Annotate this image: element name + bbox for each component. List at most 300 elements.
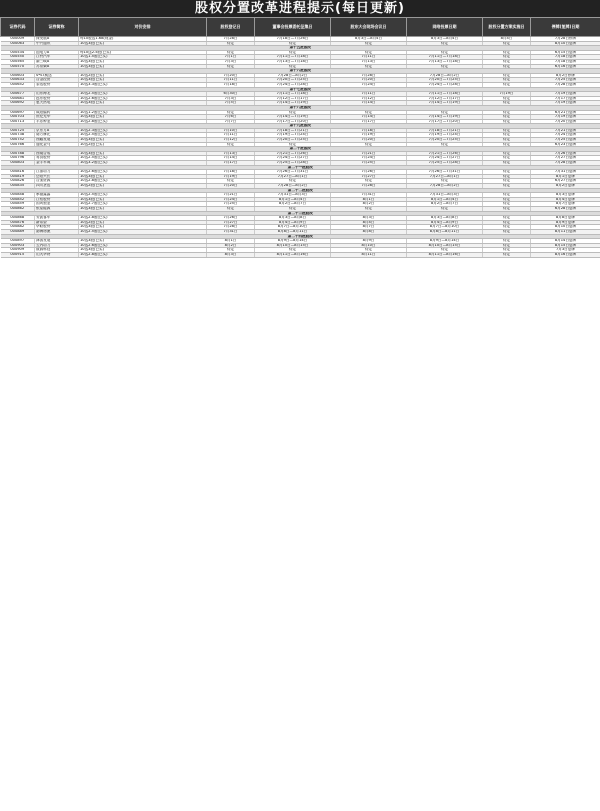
table-cell: 待定 (407, 50, 483, 55)
table-cell: 8月15日复牌 (531, 243, 600, 248)
table-cell: 7月26日—7月31日 (255, 170, 331, 175)
table-cell: 10送2.5股(已实) (79, 156, 207, 161)
table-cell: 7月3日复牌 (531, 248, 600, 253)
table-row (1, 161, 600, 166)
table-cell: 000816 (1, 170, 35, 175)
table-cell: 待定 (255, 41, 331, 46)
table-cell: 7月25日—7月28日 (255, 161, 331, 166)
table-cell: 000826 (1, 179, 35, 184)
table-cell: 合加资源 (35, 179, 79, 184)
table-cell: 8月11日 (331, 252, 407, 257)
table-cell: 丰乐种业 (35, 119, 79, 124)
table-cell: 000803 (1, 161, 35, 166)
table-cell: 7月20日复牌 (531, 119, 600, 124)
table-cell: 000909 (1, 248, 35, 253)
table-cell: 渝三峡A (35, 59, 79, 64)
table-cell: 中兴通讯 (35, 41, 79, 46)
table-cell: 8月11日复牌 (531, 229, 600, 234)
table-cell: 8月4日 (331, 220, 407, 225)
group-label: 第二十批股改 (1, 147, 600, 152)
table-cell: 7月27日 (207, 220, 255, 225)
table-cell: 000876 (1, 220, 35, 225)
table-cell: 6月21日复牌 (531, 110, 600, 115)
table-cell: 待定 (483, 133, 531, 138)
table-cell: 6月23日复牌 (531, 142, 600, 147)
table-row (1, 92, 600, 97)
table-row (1, 220, 600, 225)
group-label: 第十五批股改 (1, 46, 600, 51)
table-cell: 待定 (483, 55, 531, 60)
table-cell: 7月7日 (207, 119, 255, 124)
table-cell: 7月26日 (331, 170, 407, 175)
table-cell: 8月4日 (483, 37, 531, 42)
table-cell: 10送3.2股(已实) (79, 161, 207, 166)
column-header: 股权登记日 (207, 18, 255, 37)
table-cell: 8月10日—8月15日 (407, 243, 483, 248)
table-cell: 7月20日 (331, 138, 407, 143)
table-cell: 000692 (1, 101, 35, 106)
table-cell: 7月20日—7月25日 (255, 78, 331, 83)
table-cell: 金宇车城 (35, 161, 79, 166)
table-cell: 10送2.8股(已实) (79, 216, 207, 221)
table-cell: 10送2.8股(已实) (79, 179, 207, 184)
table-cell: 000788 (1, 151, 35, 156)
table-cell: 每10送2.5股(已实) (79, 50, 207, 55)
table-cell: 待定 (331, 248, 407, 253)
table-row (1, 59, 600, 64)
table-cell: 10送3股(已实) (79, 239, 207, 244)
table-row (1, 193, 600, 198)
table-cell: 6月30日 (207, 92, 255, 97)
table-row (1, 96, 600, 101)
table-cell: 8月2日复牌 (531, 184, 600, 189)
table-cell: 7月28日—8月2日 (255, 73, 331, 78)
table-cell: 000633 (1, 78, 35, 83)
table-cell: 7月28日 (207, 37, 255, 42)
table-cell: 待定 (483, 206, 531, 211)
table-cell: 10送2.6股(已实) (79, 243, 207, 248)
table-cell: 待定 (255, 248, 331, 253)
table-cell: 8月10日—8月15日 (255, 243, 331, 248)
table-cell: 7月17日 (331, 119, 407, 124)
table-cell: 10送3股(已实) (79, 151, 207, 156)
table-cell: 7月28日复牌 (531, 161, 600, 166)
table-cell: 待定 (255, 110, 331, 115)
table-cell: 8月11日—8月16日 (407, 252, 483, 257)
table-cell: 待定 (207, 50, 255, 55)
table-cell: 8月9日—8月14日 (407, 239, 483, 244)
table-cell: 7月31日 (331, 193, 407, 198)
table-cell: 待定 (483, 73, 531, 78)
table-cell: 待定 (483, 161, 531, 166)
table-cell: 10送3股(已实) (79, 174, 207, 179)
table-cell: 待定 (207, 41, 255, 46)
table-cell: 7月25日 (207, 202, 255, 207)
table-row (1, 197, 600, 202)
table-cell: 待定 (483, 248, 531, 253)
table-cell: 华联股份 (35, 225, 79, 230)
column-header: 董事会投票委托征集日 (255, 18, 331, 37)
table-cell: 7月14日 (331, 101, 407, 106)
table-cell: 7月14日 (331, 115, 407, 120)
table-cell: 8月4日复牌 (531, 197, 600, 202)
table-cell: 7月11日—7月18日 (407, 55, 483, 60)
table-cell: 待定 (255, 64, 331, 69)
table-cell: 7月18日复牌 (531, 59, 600, 64)
table-cell: 10送3股(已实) (79, 225, 207, 230)
table-cell: 7月26日复牌 (531, 151, 600, 156)
table-cell: 7月24日—7月28日 (407, 82, 483, 87)
table-cell: 8月10日 (331, 243, 407, 248)
table-cell: 8月4日—8月9日 (255, 220, 331, 225)
table-cell: 岳阳兴长 (35, 174, 79, 179)
table-cell: 000725 (1, 128, 35, 133)
table-cell: 8月3日 (207, 252, 255, 257)
table-cell: 000603 (1, 73, 35, 78)
table-cell: 000848 (1, 193, 35, 198)
table-cell: 8月8日 (331, 229, 407, 234)
table-cell: 7月25日 (331, 161, 407, 166)
table-cell: 咸阳偏转 (35, 110, 79, 115)
table-cell: 云内动力 (35, 243, 79, 248)
table-cell: 待定 (207, 248, 255, 253)
table-cell: 10送1.5股(已实) (79, 55, 207, 60)
column-header: 股权分置方案实施日 (483, 18, 531, 37)
table-cell: 10送2.3股(已实) (79, 128, 207, 133)
table-cell: 8月16日复牌 (531, 252, 600, 257)
table-row (1, 55, 600, 60)
table-cell: 南方摩托 (35, 133, 79, 138)
table-cell: 7月19日 (207, 174, 255, 179)
table-cell: 8月1日复牌 (531, 174, 600, 179)
table-row (1, 229, 600, 234)
table-row (1, 37, 600, 42)
table-cell: 10送3股(已实) (79, 41, 207, 46)
table-cell: 待定 (483, 50, 531, 55)
table-cell: 待定 (483, 229, 531, 234)
table-cell: 8月7日—8月10日 (255, 225, 331, 230)
table-cell: 深发展A (35, 37, 79, 42)
table-cell: 8月7日—8月10日 (407, 225, 483, 230)
table-cell: 待定 (407, 248, 483, 253)
table-row (1, 156, 600, 161)
table-cell: 7月1日 (207, 55, 255, 60)
table-cell: 7月12日—7月17日 (407, 96, 483, 101)
table-cell: 7月28日 (207, 225, 255, 230)
table-cell: 待定 (331, 41, 407, 46)
table-cell: 8月2日—8月7日 (407, 202, 483, 207)
table-cell: 000550 (1, 55, 35, 60)
table-cell: 7月25日复牌 (531, 138, 600, 143)
table-cell: 7月26日—7月31日 (407, 170, 483, 175)
table-cell: 10送2股(已实) (79, 184, 207, 189)
table-cell: 8月3日—8月4日 (407, 37, 483, 42)
table-row (1, 184, 600, 189)
table-cell: 7月19日 (483, 92, 531, 97)
group-label: 第二十四批股改 (1, 234, 600, 239)
table-cell: 7月31日 (207, 229, 255, 234)
table-cell: 7月24日—7月27日 (407, 156, 483, 161)
table-cell: 7月24日—7月28日 (255, 82, 331, 87)
table-row (1, 202, 600, 207)
table-cell: 10送2.5股(已实) (79, 229, 207, 234)
table-cell: 8月1日—8月4日 (255, 197, 331, 202)
table-cell: 8月3日—8月8日 (407, 216, 483, 221)
table-cell: 000713 (1, 119, 35, 124)
table-cell: 待定 (407, 110, 483, 115)
table-cell: 待定 (207, 142, 255, 147)
table-row (1, 252, 600, 257)
table-cell: 合金投资 (35, 78, 79, 83)
table-cell: 待定 (483, 252, 531, 257)
table-row (1, 151, 600, 156)
table-cell: 7月20日 (207, 184, 255, 189)
table-cell: 待定 (483, 119, 531, 124)
table-cell: 000697 (1, 110, 35, 115)
table-cell: 7月28日—8月2日 (255, 184, 331, 189)
table-cell: 7月3日 (207, 59, 255, 64)
table-cell: 待定 (483, 151, 531, 156)
table-cell: 待定 (483, 243, 531, 248)
table-cell: 7月12日 (331, 96, 407, 101)
table-cell: 待定 (331, 142, 407, 147)
table-cell: 7月31日—8月3日 (407, 193, 483, 198)
table-cell: 8月3日复牌 (531, 193, 600, 198)
table-cell: 待定 (331, 110, 407, 115)
table-cell: 10送2.8股(已实) (79, 119, 207, 124)
table-row (1, 138, 600, 143)
table-cell: 待定 (331, 64, 407, 69)
table-cell: 7月11日—7月18日 (407, 92, 483, 97)
table-cell: 8月9日—8月14日 (255, 239, 331, 244)
table-cell: 7月11日—7月18日 (255, 92, 331, 97)
table-cell: 国风塑业 (35, 202, 79, 207)
table-cell: 6月27日复牌 (531, 179, 600, 184)
table-cell: 7月21日复牌 (531, 128, 600, 133)
table-cell: 10送3股(已实) (79, 101, 207, 106)
table-cell: 7月17日—7月20日 (255, 119, 331, 124)
table-cell: 8月1日—8月4日 (407, 197, 483, 202)
group-label: 第十七批股改 (1, 87, 600, 92)
table-cell: 山大华特 (35, 252, 79, 257)
table-cell: 7月28日—8月2日 (407, 73, 483, 78)
table-cell: 江钻股份 (35, 197, 79, 202)
table-cell: 6月16日复牌 (531, 64, 600, 69)
table-cell: 待定 (331, 206, 407, 211)
table-cell: S*ST威达 (35, 73, 79, 78)
table-cell: 待定 (407, 142, 483, 147)
table-cell: 7月19日复牌 (531, 115, 600, 120)
reform-progress-table (0, 17, 600, 258)
table-cell: 待定 (255, 206, 331, 211)
table-cell: 7月21日—7月26日 (255, 151, 331, 156)
table-cell: 000738 (1, 133, 35, 138)
column-header: 停牌(复牌)日期 (531, 18, 600, 37)
table-cell: 7月18日复牌 (531, 55, 600, 60)
table-cell: 7月14日—7月19日 (255, 101, 331, 106)
table-cell: 000852 (1, 197, 35, 202)
table-cell: 10送2.5股(已实) (79, 133, 207, 138)
table-cell: 7月18日—7月21日 (407, 128, 483, 133)
table-cell: 8月7日复牌 (531, 202, 600, 207)
table-cell: 000063 (1, 41, 35, 46)
table-cell: 8月7日 (331, 225, 407, 230)
table-cell: 7月11日 (207, 78, 255, 83)
table-cell: 7月20日—7月25日 (407, 138, 483, 143)
table-cell: 000703 (1, 115, 35, 120)
table-cell: 7月21日—7月26日 (407, 151, 483, 156)
table-cell: 7月27日 (331, 174, 407, 179)
table-cell: 安凯客车 (35, 216, 79, 221)
table-cell: 银星能源 (35, 206, 79, 211)
table-cell: 待定 (255, 179, 331, 184)
table-cell: 7月18日—7月21日 (255, 128, 331, 133)
table-cell: 津滨发展 (35, 239, 79, 244)
table-cell: 10送2股(已实) (79, 142, 207, 147)
table-cell: 8月2日—8月7日 (255, 202, 331, 207)
table-cell: 易食股份 (35, 156, 79, 161)
table-cell: 7月13日 (331, 59, 407, 64)
table-cell: 7月19日—7月24日 (255, 133, 331, 138)
table-cell: 7月25日—7月28日 (407, 161, 483, 166)
table-cell: 7月28日复牌 (531, 82, 600, 87)
table-cell: 7月21日 (207, 193, 255, 198)
table-cell: 8月1日 (207, 239, 255, 244)
table-cell: 待定 (483, 115, 531, 120)
table-cell: 7月27日复牌 (531, 156, 600, 161)
table-cell: 7月14日—7月19日 (255, 115, 331, 120)
group-label: 第十六批股改 (1, 69, 600, 74)
table-cell: 西南合成 (35, 151, 79, 156)
table-row (1, 239, 600, 244)
group-label: 第二十一批股改 (1, 165, 600, 170)
table-row (1, 115, 600, 120)
table-row (1, 174, 600, 179)
table-row (1, 216, 600, 221)
table-cell: 8月11日—8月16日 (255, 252, 331, 257)
table-row (1, 133, 600, 138)
table-cell: 000862 (1, 206, 35, 211)
table-cell: 000859 (1, 202, 35, 207)
table-cell: 苏常柴A (35, 64, 79, 69)
table-row (1, 170, 600, 175)
table-cell: 远东股份 (35, 96, 79, 101)
table-cell: 7月24日 (331, 82, 407, 87)
table-cell: 西藏发展 (35, 138, 79, 143)
table-cell: 江淮动力 (35, 170, 79, 175)
group-label: 第二十三批股改 (1, 211, 600, 216)
table-cell: 000835 (1, 184, 35, 189)
table-row (1, 119, 600, 124)
table-cell: 泰达股份 (35, 82, 79, 87)
table-cell: 7月19日 (331, 133, 407, 138)
table-cell: 7月18日 (207, 82, 255, 87)
table-cell: 8月2日 (331, 202, 407, 207)
table-cell: 通化金马 (35, 142, 79, 147)
table-cell: 000903 (1, 243, 35, 248)
table-cell: 惠天热电 (35, 101, 79, 106)
table-cell: 7月28日停牌 (531, 37, 600, 42)
table-cell: 10送2.7股(已实) (79, 202, 207, 207)
table-cell: 世纪光华 (35, 115, 79, 120)
table-cell: 000868 (1, 216, 35, 221)
table-row (1, 73, 600, 78)
table-cell: 7月11日—7月18日 (255, 55, 331, 60)
table-cell: 7月12日—7月17日 (255, 96, 331, 101)
table-cell: 10送1.2股(已实) (79, 110, 207, 115)
table-cell: 7月21日 (331, 151, 407, 156)
table-cell: 待定 (407, 41, 483, 46)
column-header: 证券代码 (1, 18, 35, 37)
column-header: 网络投票日期 (407, 18, 483, 37)
table-cell: 待定 (483, 174, 531, 179)
table-cell: 待定 (407, 179, 483, 184)
table-cell: 10送2.6股(已实) (79, 96, 207, 101)
table-cell: 待定 (483, 41, 531, 46)
table-cell: 四川圣达 (35, 184, 79, 189)
table-cell: 7月31日复牌 (531, 170, 600, 175)
table-cell: 10送2.6股(已实) (79, 170, 207, 175)
table-cell: 7月6日 (207, 115, 255, 120)
table-cell: 10送3股(已实) (79, 206, 207, 211)
table-cell: 8月4日—8月9日 (407, 220, 483, 225)
table-cell: 10送3股(已实) (79, 59, 207, 64)
table-cell: 待定 (483, 220, 531, 225)
group-label: 第十八批股改 (1, 105, 600, 110)
table-cell: 待定 (483, 78, 531, 83)
table-cell: 000766 (1, 142, 35, 147)
table-cell: 7月20日 (331, 78, 407, 83)
table-row (1, 78, 600, 83)
table-cell: 10送3股(已实) (79, 64, 207, 69)
table-cell: 10送2.5股(已实) (79, 92, 207, 97)
table-cell: 7月20日—7月25日 (255, 138, 331, 143)
table-row (1, 128, 600, 133)
table-cell: 待定 (483, 202, 531, 207)
table-cell: 7月28日—8月2日 (407, 184, 483, 189)
table-cell: 7月14日—7月19日 (407, 115, 483, 120)
table-cell: 7月12日 (207, 138, 255, 143)
column-header: 对价安排 (79, 18, 207, 37)
table-cell: 渤海物流 (35, 229, 79, 234)
table-cell: 7月24日 (331, 156, 407, 161)
table-cell: 8月3日—8月8日 (255, 216, 331, 221)
table-cell: 000897 (1, 239, 35, 244)
table-cell: 待定 (483, 216, 531, 221)
table-header-row (1, 18, 600, 37)
table-cell: 7月14日 (207, 156, 255, 161)
table-row (1, 101, 600, 106)
table-cell: 待定 (483, 225, 531, 230)
table-cell: 000565 (1, 59, 35, 64)
table-cell: 10送3股(已实) (79, 248, 207, 253)
table-cell: 待定 (483, 64, 531, 69)
page-title: 股权分置改革进程提示(每日更新) (0, 0, 600, 17)
table-cell: 7月3日 (207, 96, 255, 101)
column-header: 股东大会现场会议日 (331, 18, 407, 37)
table-cell: 7月19日复牌 (531, 101, 600, 106)
table-row (1, 225, 600, 230)
table-cell: 待定 (483, 128, 531, 133)
table-cell: 7月24日 (207, 197, 255, 202)
table-cell: 待定 (483, 138, 531, 143)
table-cell: 待定 (207, 206, 255, 211)
table-cell: 7月17日—7月20日 (407, 119, 483, 124)
table-cell: 新希望 (35, 220, 79, 225)
table-cell: 7月13日—7月18日 (255, 59, 331, 64)
table-cell: 待定 (483, 239, 531, 244)
table-cell: 待定 (483, 110, 531, 115)
